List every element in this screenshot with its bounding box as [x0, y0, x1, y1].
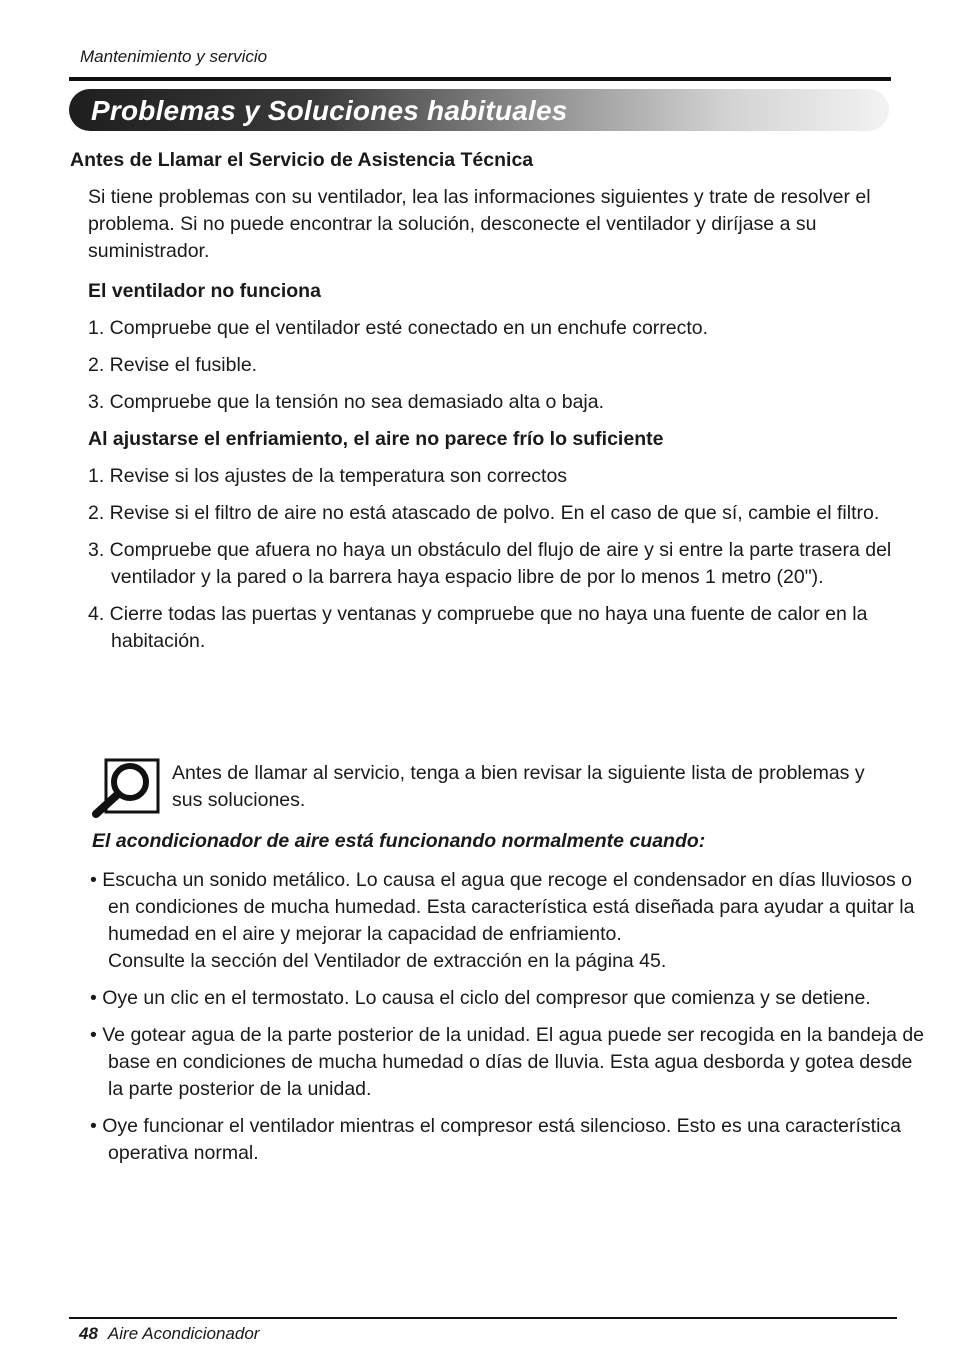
section3-heading: El acondicionador de aire está funcionando normalmente cuando: — [92, 830, 706, 852]
page-title: Problemas y Soluciones habituales — [91, 95, 568, 126]
footer-divider — [69, 1317, 897, 1319]
intro-paragraph: Si tiene problemas con su ventilador, lea las informaciones siguientes y trate de resolver el problema. Si no puede encontrar la solución, desconecte el ventilador y diríjase a su suministrador. — [88, 186, 871, 262]
page-reference: Consulte la sección del Ventilador de extracción en la página 45. — [108, 950, 667, 972]
note-text: Antes de llamar al servicio, tenga a bien revisar la siguiente lista de problemas y sus soluciones. — [172, 762, 865, 811]
list-item: • Escucha un sonido metálico. Lo causa el agua que recoge el condensador en días lluviosos o en condiciones de mucha humedad. Esta característica está diseñada para ayudar a quitar la humedad en el aire y mejorar la capacidad de enfriamiento. Consulte la sección del Ventilador de extracción en la página 45. — [90, 867, 928, 975]
header-divider — [69, 77, 891, 81]
intro-heading: Antes de Llamar el Servicio de Asistencia Técnica — [70, 149, 534, 171]
footer-title: Aire Acondicionador — [107, 1324, 260, 1343]
list-item: 1. Revise si los ajustes de la temperatura son correctos — [88, 465, 568, 487]
list-item: 2. Revise si el filtro de aire no está atascado de polvo. En el caso de que sí, cambie el filtro. — [88, 502, 880, 524]
section-header: Mantenimiento y servicio — [80, 47, 268, 66]
section2-heading: Al ajustarse el enfriamiento, el aire no parece frío lo suficiente — [88, 428, 664, 450]
section1-heading: El ventilador no funciona — [88, 280, 321, 302]
list-item: 1. Compruebe que el ventilador esté conectado en un enchufe correcto. — [88, 317, 709, 339]
magnifier-icon — [90, 756, 162, 818]
list-item: • Oye un clic en el termostato. Lo causa el ciclo del compresor que comienza y se detiene. — [90, 987, 871, 1009]
list-item: 3. Compruebe que afuera no haya un obstáculo del flujo de aire y si entre la parte trasera del ventilador y la pared o la barrera haya espacio libre de por lo menos 1 metro (20"). — [88, 539, 892, 588]
page-footer — [79, 1324, 259, 1344]
list-item: • Ve gotear agua de la parte posterior de la unidad. El agua puede ser recogida en la bandeja de base en condiciones de mucha humedad o días de lluvia. Esta agua desborda y gotea desde la parte posterior de la unidad. — [90, 1024, 925, 1100]
page-number: 48 — [79, 1324, 98, 1343]
list-item: • Oye funcionar el ventilador mientras el compresor está silencioso. Esto es una característica operativa normal. — [90, 1115, 902, 1164]
title-banner — [69, 89, 889, 131]
list-item: 4. Cierre todas las puertas y ventanas y compruebe que no haya una fuente de calor en la habitación. — [88, 603, 868, 652]
content-block — [88, 184, 908, 655]
bullet-list — [90, 867, 928, 1167]
list-item: 2. Revise el fusible. — [88, 354, 258, 376]
list-item: 3. Compruebe que la tensión no sea demasiado alta o baja. — [88, 391, 605, 413]
